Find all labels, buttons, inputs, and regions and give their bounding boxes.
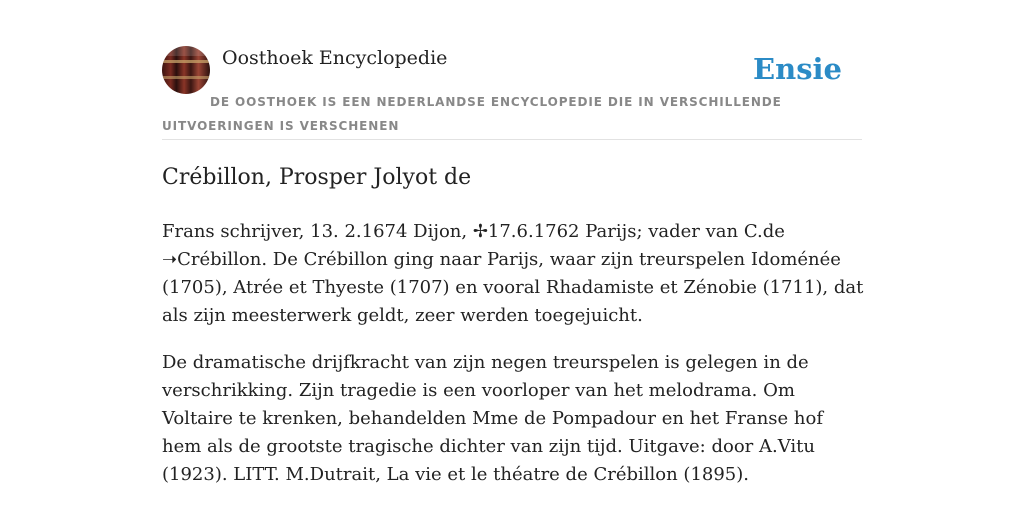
header-divider: [162, 139, 862, 140]
avatar-band: [162, 60, 210, 63]
article-paragraph: Frans schrijver, 13. 2.1674 Dijon, ✢17.6.1762 Parijs; vader van C.de ➝Crébillon. De Crébillon ging naar Parijs, waar zijn treurspelen Idoménée (1705), Atrée et Thyeste (1707) en vooral Rhadamiste et Zénobie (1711), dat als zijn meesterwerk geldt, zeer werden toegejuicht.: [162, 221, 864, 326]
avatar-band: [162, 76, 210, 79]
encyclopedia-avatar[interactable]: [162, 46, 210, 94]
brand-logo[interactable]: Ensie: [753, 52, 842, 86]
article-title: Crébillon, Prosper Jolyot de: [162, 165, 472, 190]
site-title[interactable]: Oosthoek Encyclopedie: [222, 47, 448, 69]
article: [162, 162, 864, 489]
article-paragraph: De dramatische drijfkracht van zijn negen treurspelen is gelegen in de verschrikking. Zijn tragedie is een voorloper van het melodrama. Om Voltaire te krenken, behandelden Mme de Pompadour en het Franse hof hem als de grootste tragische dichter van zijn tijd. Uitgave: door A.Vitu (1923). LITT. M.Dutrait, La vie et le théatre de Crébillon (1895).: [162, 352, 823, 485]
site-tagline: DE OOSTHOEK IS EEN NEDERLANDSE ENCYCLOPEDIE DIE IN VERSCHILLENDE UITVOERINGEN IS VERSCHENEN: [162, 95, 782, 133]
avatar-shine: [162, 46, 210, 56]
